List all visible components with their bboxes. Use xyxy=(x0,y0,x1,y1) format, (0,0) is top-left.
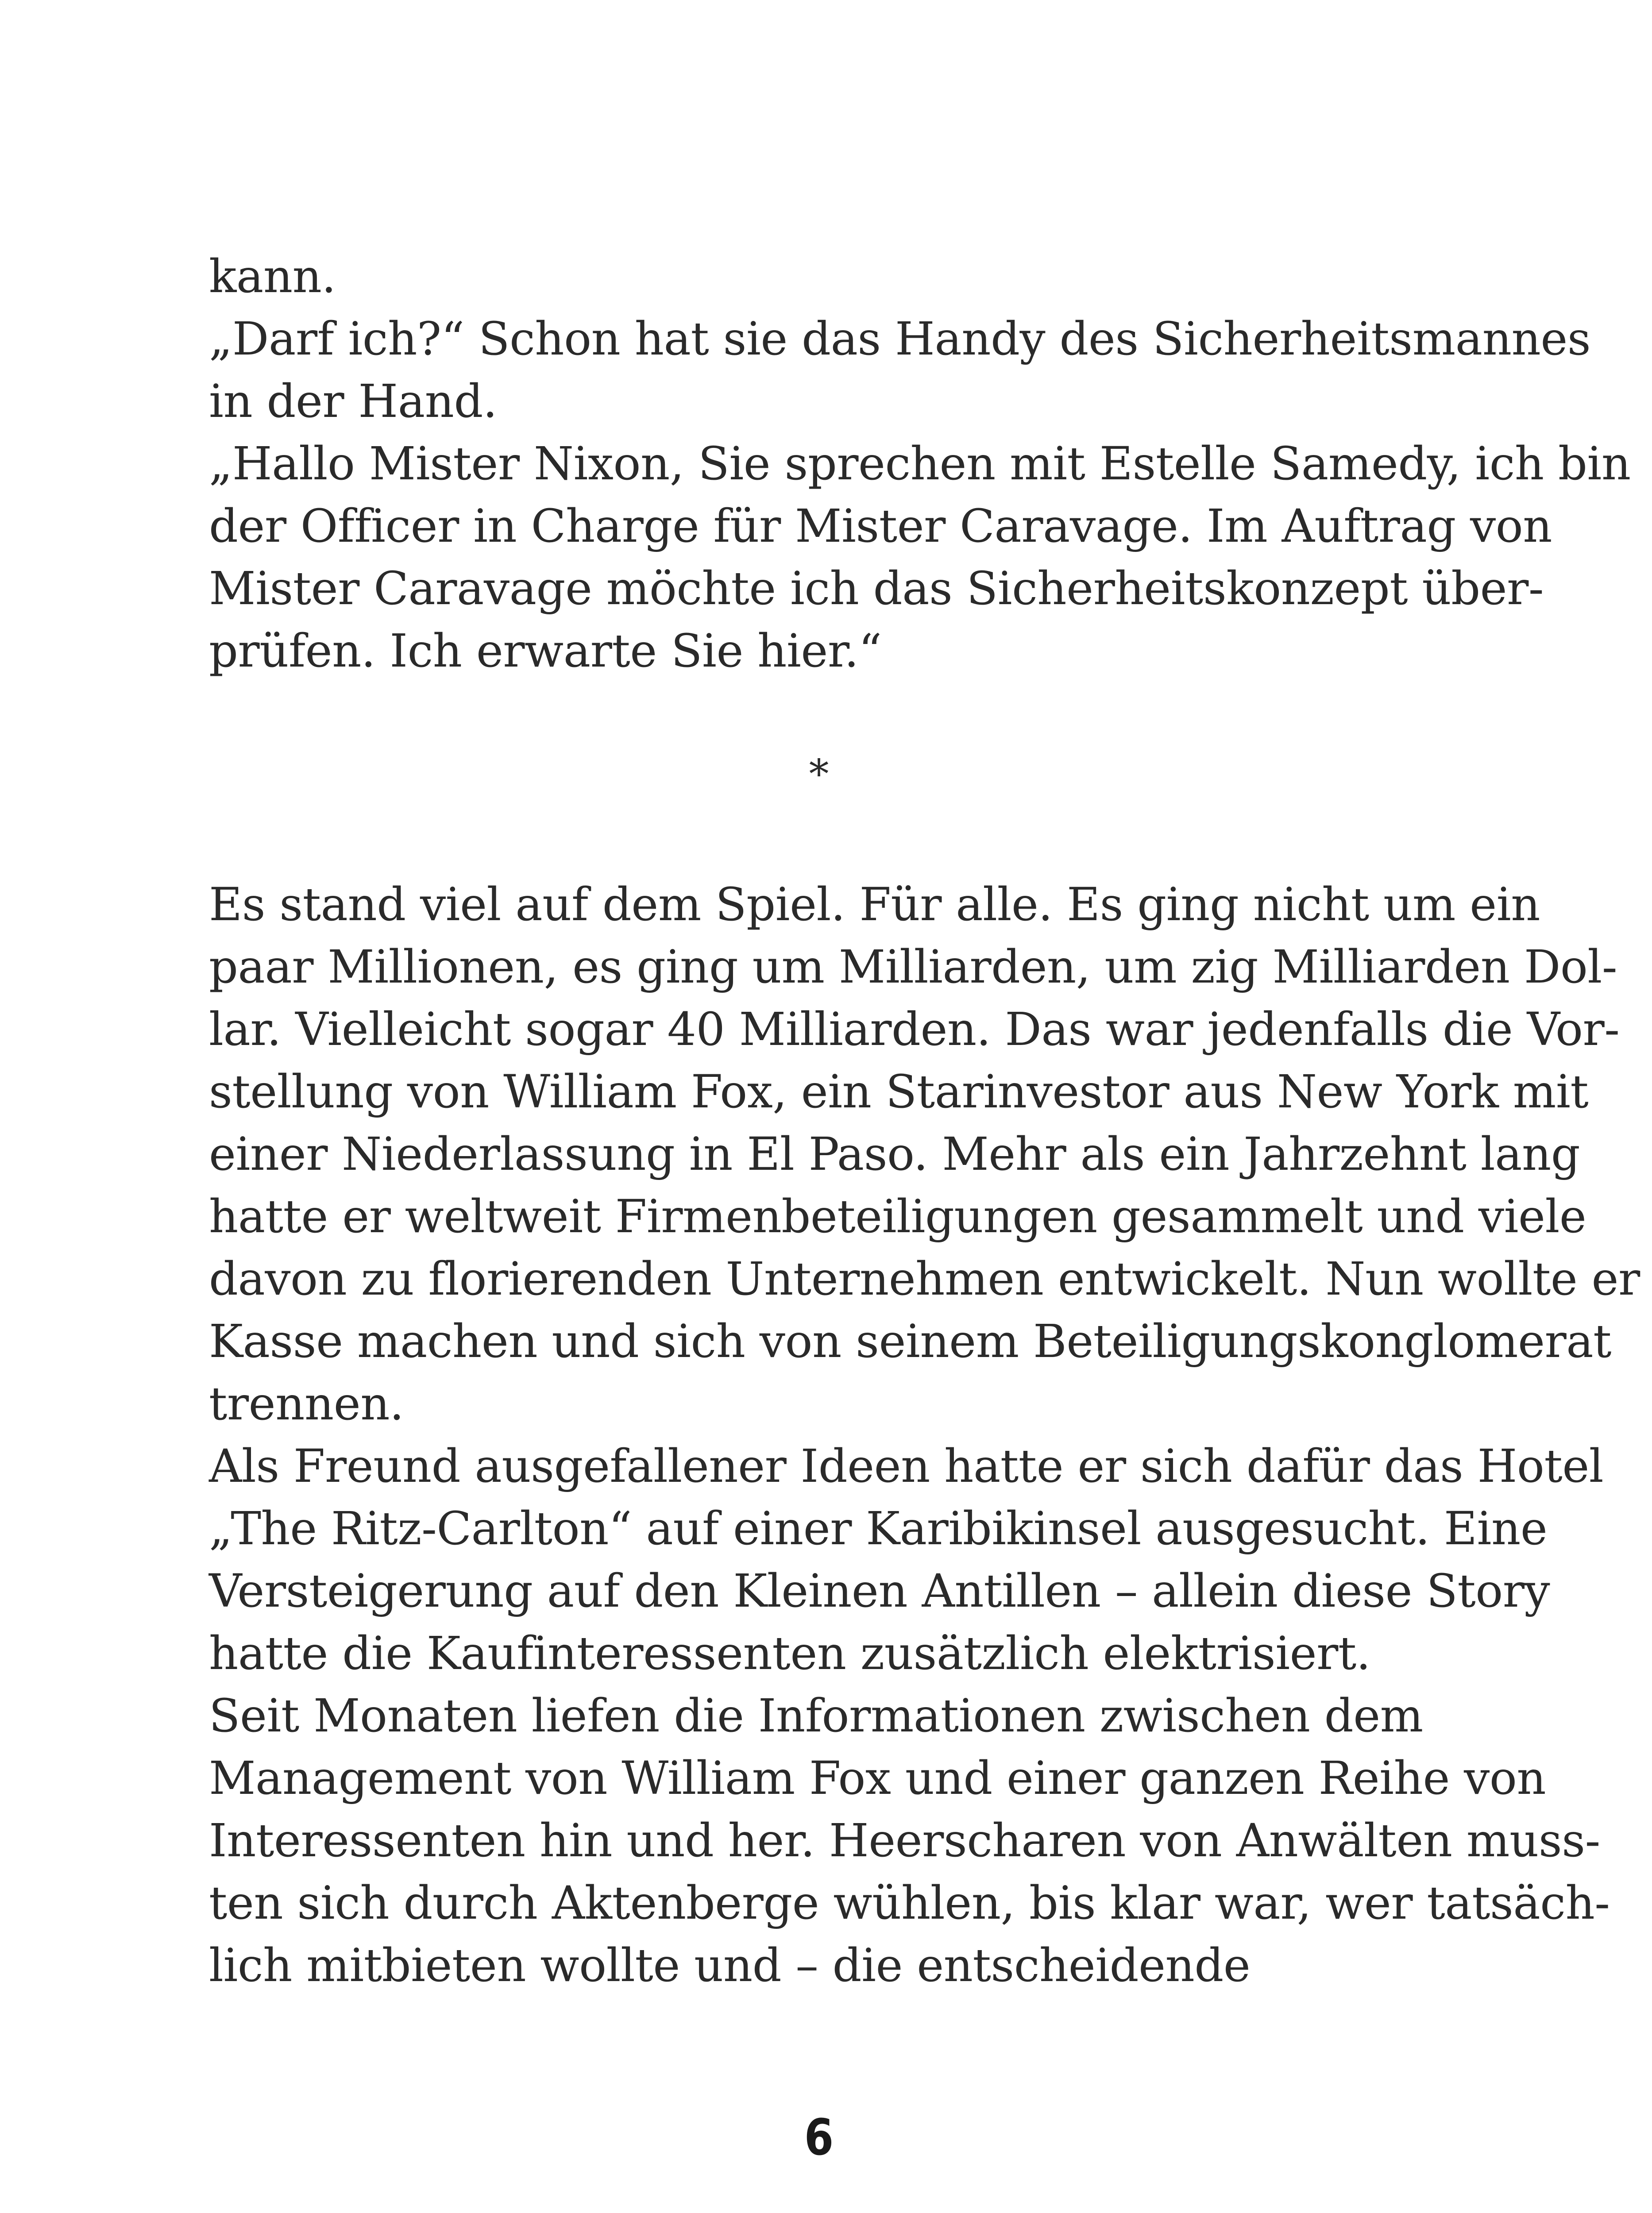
text-line: stellung von William Fox, ein Starinvestor aus New York mit xyxy=(209,1065,1589,1118)
text-line: Es stand viel auf dem Spiel. Für alle. Es ging nicht um ein xyxy=(209,878,1540,931)
text-line: lich mitbieten wollte und – die entscheidende xyxy=(209,1939,1251,1992)
text-line: Management von William Fox und einer ganzen Reihe von xyxy=(209,1752,1546,1805)
text-line: ten sich durch Aktenberge wühlen, bis klar war, wer tatsäch- xyxy=(209,1877,1610,1930)
text-line: der Officer in Charge für Mister Caravage. Im Auftrag von xyxy=(209,500,1552,553)
text-line: Seit Monaten liefen die Informationen zwischen dem xyxy=(209,1689,1423,1743)
text-line: lar. Vielleicht sogar 40 Milliarden. Das war jedenfalls die Vor- xyxy=(209,1003,1620,1056)
section-separator: * xyxy=(809,751,829,798)
text-line: „Hallo Mister Nixon, Sie sprechen mit Estelle Samedy, ich bin xyxy=(209,437,1631,490)
text-line: hatte die Kaufinteressenten zusätzlich elektrisiert. xyxy=(209,1627,1370,1680)
text-line: hatte er weltweit Firmenbeteiligungen gesammelt und viele xyxy=(209,1190,1586,1243)
page-number: 6 xyxy=(804,2109,834,2167)
text-line: kann. xyxy=(209,250,336,303)
text-line: in der Hand. xyxy=(209,375,498,428)
text-line: einer Niederlassung in El Paso. Mehr als ein Jahrzehnt lang xyxy=(209,1128,1580,1181)
paragraph-section-one xyxy=(209,246,1631,682)
text-line: Mister Caravage möchte ich das Sicherheitskonzept über- xyxy=(209,562,1544,615)
text-line: Interessenten hin und her. Heerscharen von Anwälten muss- xyxy=(209,1814,1600,1867)
text-line: „The Ritz-Carlton“ auf einer Karibikinsel ausgesucht. Eine xyxy=(209,1502,1548,1555)
text-line: Kasse machen und sich von seinem Beteiligungskonglomerat xyxy=(209,1315,1612,1368)
text-line: davon zu florierenden Unternehmen entwickelt. Nun wollte er xyxy=(209,1253,1640,1306)
text-line: paar Millionen, es ging um Milliarden, um zig Milliarden Dol- xyxy=(209,941,1617,994)
text-line: Versteigerung auf den Kleinen Antillen – allein diese Story xyxy=(209,1565,1550,1618)
text-line: „Darf ich?“ Schon hat sie das Handy des Sicherheitsmannes xyxy=(209,312,1591,366)
text-line: prüfen. Ich erwarte Sie hier.“ xyxy=(209,625,882,678)
text-line: Als Freund ausgefallener Ideen hatte er sich dafür das Hotel xyxy=(209,1440,1604,1493)
paragraph-section-two xyxy=(209,874,1640,1997)
text-line: trennen. xyxy=(209,1377,404,1430)
